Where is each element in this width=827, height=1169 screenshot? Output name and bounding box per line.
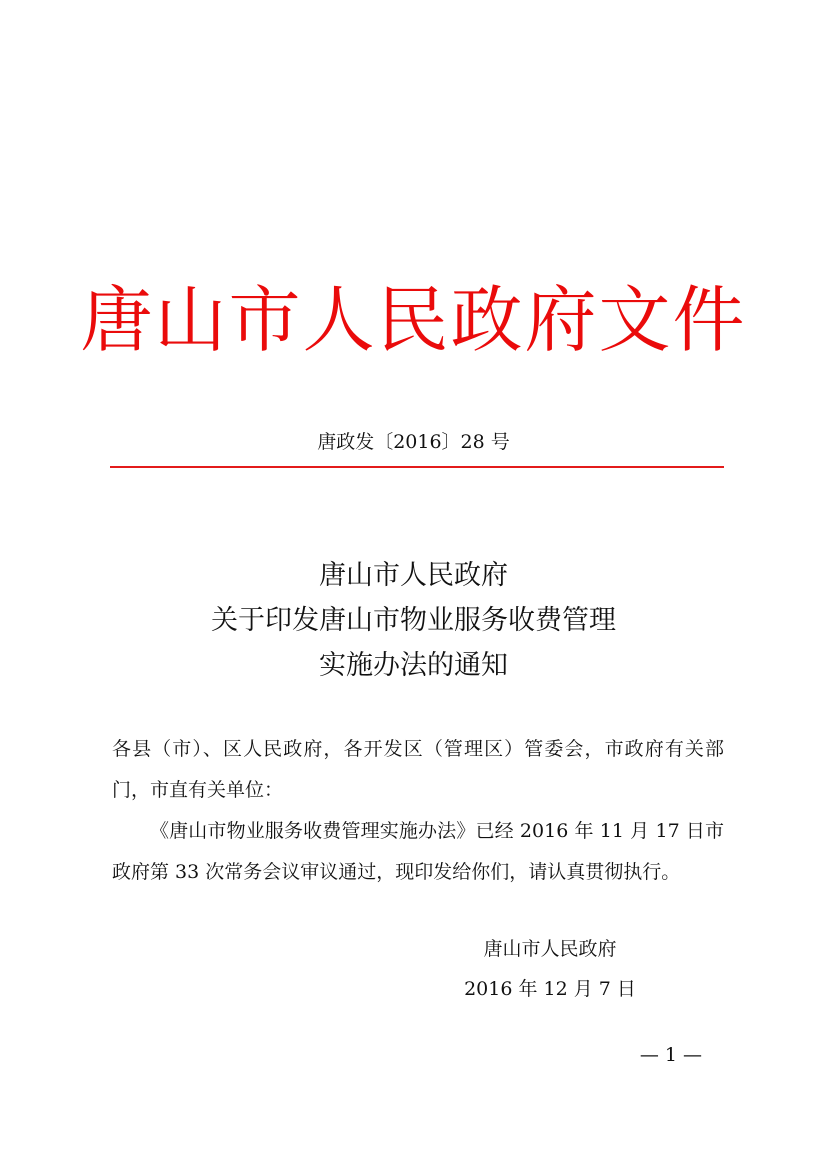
title-line-2: 关于印发唐山市物业服务收费管理	[211, 605, 616, 636]
body-paragraph: 《唐山市物业服务收费管理实施办法》已经 2016 年 11 月 17 日市政府第 33 次常务会议审议通过，现印发给你们，请认真贯彻执行。	[112, 820, 724, 883]
signing-date: 2016 年 12 月 7 日	[464, 978, 636, 1000]
red-divider-line	[110, 466, 724, 468]
signer-organization: 唐山市人民政府	[483, 938, 617, 960]
document-title	[0, 553, 827, 688]
document-masthead: 唐山市人民政府文件	[80, 278, 747, 362]
title-line-1: 唐山市人民政府	[319, 560, 508, 591]
page-number: — 1 —	[639, 1044, 702, 1066]
salutation: 各县（市）、区人民政府，各开发区（管理区）管委会，市政府有关部门，市直有关单位：	[112, 738, 724, 801]
title-line-3: 实施办法的通知	[319, 650, 508, 681]
document-number: 唐政发〔2016〕28 号	[317, 431, 510, 453]
